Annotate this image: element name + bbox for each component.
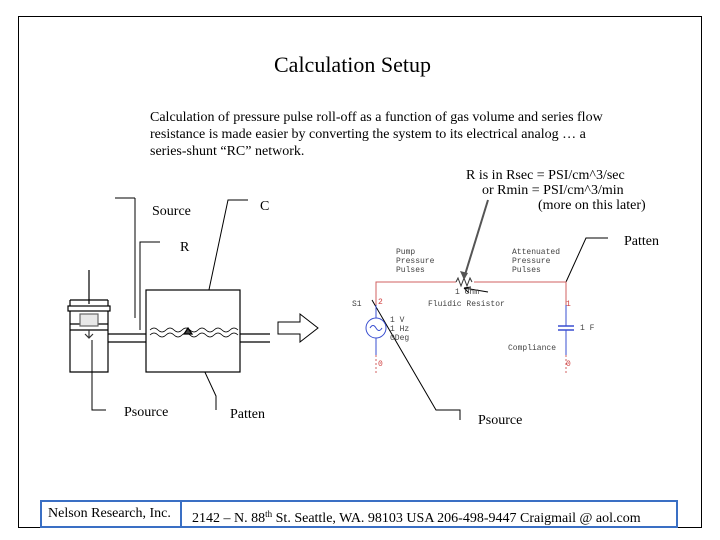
note-arrow [464,200,488,278]
footer-address [192,502,641,531]
page-title: Calculation Setup [274,52,432,77]
source-param-phase: 0Deg [390,334,410,343]
node-right: 1 [566,300,571,309]
resistor-value: 1 Ohm [455,288,480,297]
footer-address-sup: th [265,509,273,519]
psource-right-leader [372,300,460,420]
label-source: Source [152,204,191,219]
capacitor-symbol [558,326,574,330]
atten-label-line1: Attenuated [512,248,561,257]
attenuated-pulses-label [512,248,560,275]
resistance-note-line3: (more on this later) [538,198,646,213]
gas-chamber [146,290,270,372]
source-param-voltage: 1 V [390,316,405,325]
pump-label-line2: Pressure [396,257,435,266]
resistor-name: Fluidic Resistor [428,300,505,309]
pump-cylinder [68,270,110,372]
patten-right-leader [566,238,608,282]
ground-right: 0 [566,360,571,369]
note-arrowhead [460,271,468,280]
intro-paragraph: Calculation of pressure pulse roll-off as a function of gas volume and series flow resistance is made easier by converting the system to its electrical analog … a series-shunt “RC” network. [150,110,603,159]
resistance-note-line2: or Rmin = PSI/cm^3/min [482,183,624,198]
psource-left-leader [92,340,106,410]
pump-label-line1: Pump [396,248,416,257]
ground-wires [376,355,566,375]
source-params [390,316,409,343]
node-left: 2 [378,298,383,307]
label-r: R [180,240,190,255]
footer-bar [40,500,678,528]
source-name: S1 [352,300,362,309]
pump-pulses-label [396,248,434,275]
label-patten-right: Patten [624,234,659,249]
connecting-pipe [108,334,146,342]
footer-address-suffix: St. Seattle, WA. 98103 USA 206-498-9447 Craigmail @ aol.com [272,511,641,526]
resistance-note-line1: R is in Rsec = PSI/cm^3/sec [466,168,625,183]
source-param-frequency: 1 Hz [390,325,410,334]
label-c: C [260,199,270,214]
label-psource-left: Psource [124,405,169,420]
footer-address-prefix: 2142 – N. 88 [192,511,266,526]
label-psource-right: Psource [478,413,523,428]
pump-label-line3: Pulses [396,266,425,275]
capacitor-name: Compliance [508,344,557,353]
conversion-arrow [278,314,318,342]
ground-left: 0 [378,360,383,369]
capacitor-value: 1 F [580,324,595,333]
atten-label-line3: Pulses [512,266,541,275]
footer-company: Nelson Research, Inc. [42,502,182,526]
atten-label-line2: Pressure [512,257,551,266]
label-patten-left: Patten [230,407,265,422]
